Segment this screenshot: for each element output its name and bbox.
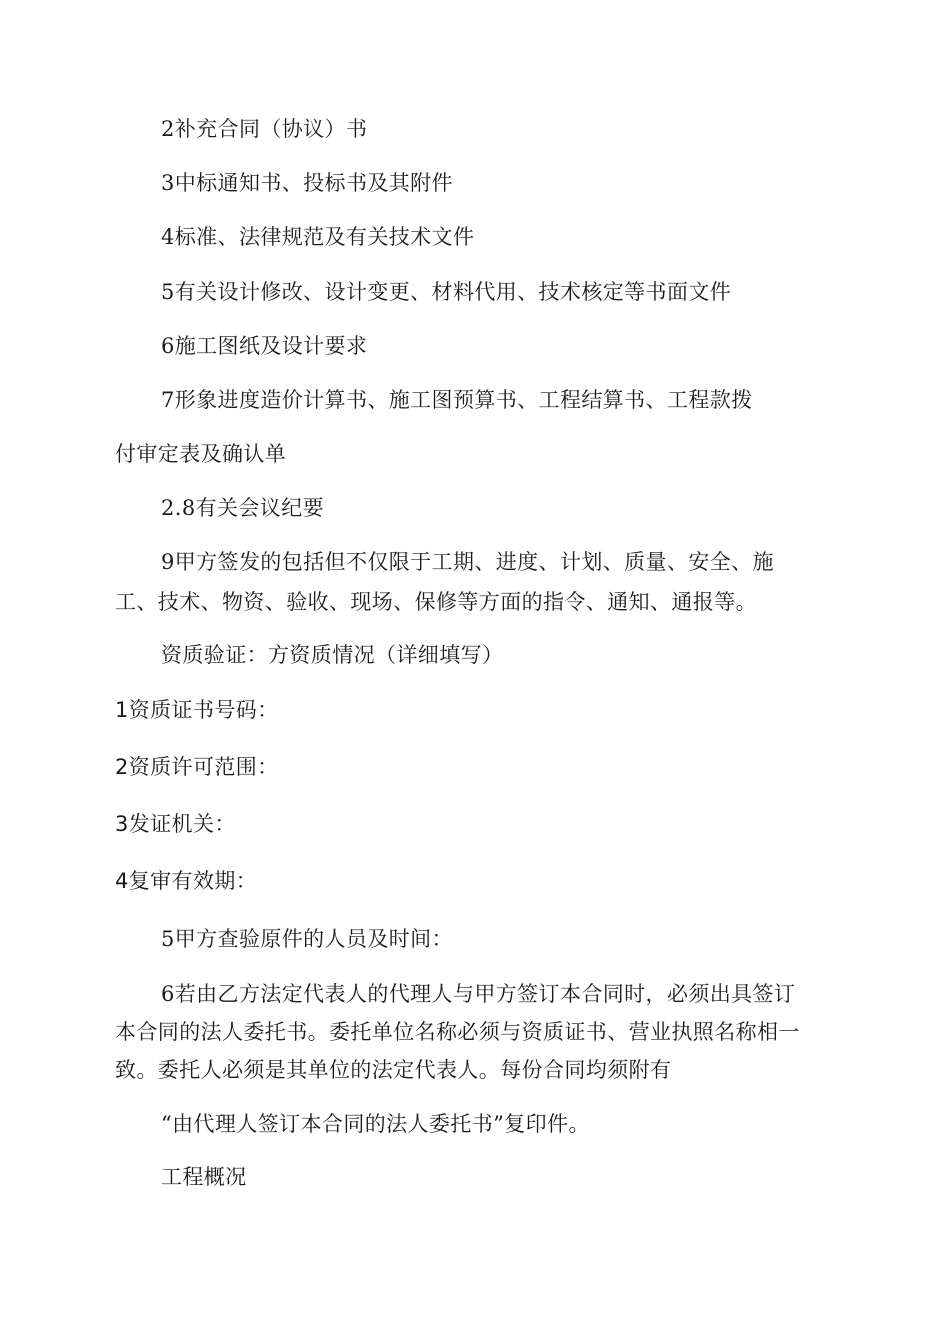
list-item-design-changes: 5有关设计修改、设计变更、材料代用、技术核定等书面文件 (161, 280, 732, 304)
field-review-validity: 4复审有效期： (115, 869, 258, 893)
list-item-standards: 4标准、法律规范及有关技术文件 (161, 225, 475, 249)
section-heading-qualification: 资质验证：方资质情况（详细填写） (161, 643, 504, 667)
field-inspection-personnel: 5甲方查验原件的人员及时间： (161, 927, 453, 951)
list-item-meeting-minutes: 2.8有关会议纪要 (161, 496, 324, 520)
field-certificate-number: 1资质证书号码： (115, 698, 279, 722)
list-item-bid-notice: 3中标通知书、投标书及其附件 (161, 171, 453, 195)
field-license-scope: 2资质许可范围： (115, 755, 279, 779)
paragraph-proxy-copy-note: “由代理人签订本合同的法人委托书”复印件。 (161, 1112, 590, 1136)
paragraph-proxy-signing: 6若由乙方法定代表人的代理人与甲方签订本合同时，必须出具签订 (161, 982, 796, 1006)
section-heading-project-overview: 工程概况 (161, 1165, 247, 1189)
list-item-drawings: 6施工图纸及设计要求 (161, 334, 368, 358)
paragraph-proxy-signing-line-3: 致。委托人必须是其单位的法定代表人。每份合同均须附有 (115, 1058, 672, 1082)
paragraph-proxy-signing-line-2: 本合同的法人委托书。委托单位名称必须与资质证书、营业执照名称相一 (115, 1020, 800, 1044)
list-item-cost-calculation-continued: 付审定表及确认单 (115, 442, 287, 466)
field-issuing-authority: 3发证机关： (115, 812, 236, 836)
list-item-party-a-instructions: 9甲方签发的包括但不仅限于工期、进度、计划、质量、安全、施 (161, 550, 774, 574)
list-item-cost-calculation: 7形象进度造价计算书、施工图预算书、工程结算书、工程款拨 (161, 388, 753, 412)
list-item-supplementary-contract: 2补充合同（协议）书 (161, 117, 368, 141)
list-item-party-a-instructions-continued: 工、技术、物资、验收、现场、保修等方面的指令、通知、通报等。 (115, 590, 757, 614)
